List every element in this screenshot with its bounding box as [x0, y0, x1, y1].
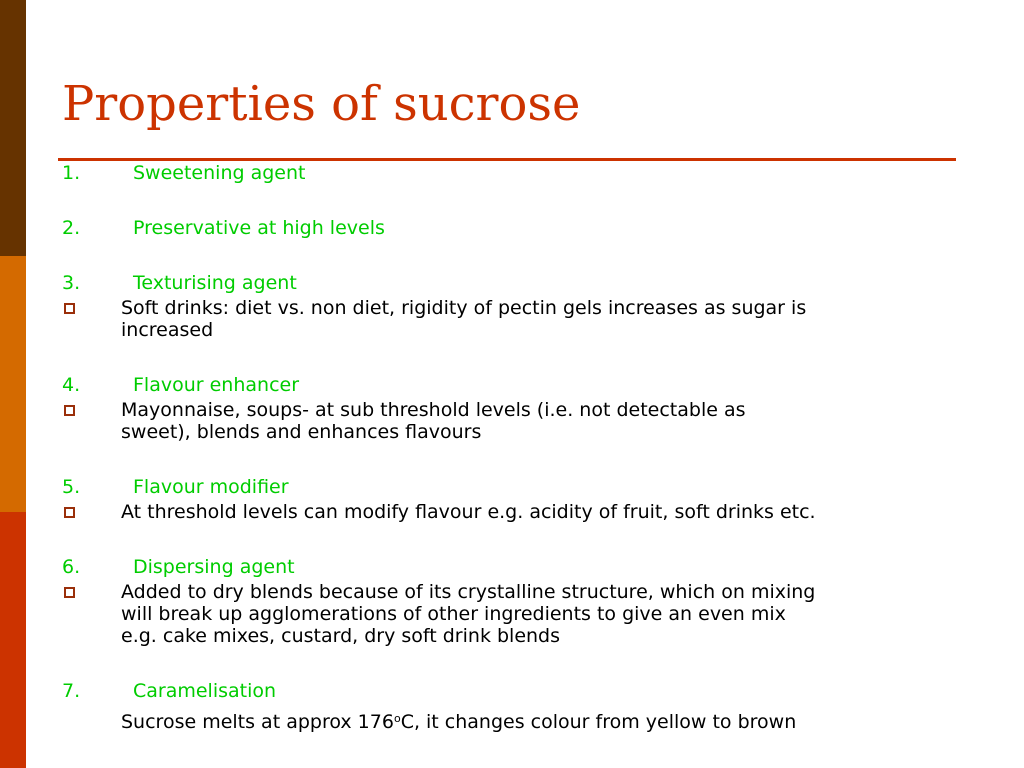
square-bullet-icon — [64, 405, 75, 416]
bullet-point — [62, 581, 972, 647]
bullet-line: Mayonnaise, soups- at sub threshold levels (i.e. not detectable as — [121, 399, 746, 421]
item-heading-dispersing-agent[interactable] — [62, 556, 972, 578]
item-heading-texturising-agent[interactable] — [62, 272, 972, 294]
bullet-line: Soft drinks: diet vs. non diet, rigidity of pectin gels increases as sugar is — [121, 297, 807, 319]
item-heading-text: Sweetening agent — [133, 162, 306, 184]
sidebar-band-middle — [0, 256, 26, 512]
sidebar-band-top — [0, 0, 26, 256]
slide-title: Properties of sucrose — [62, 76, 581, 132]
bullet-line: will break up agglomerations of other ingredients to give an even mix — [121, 603, 786, 625]
sidebar-stripe — [0, 0, 26, 768]
square-bullet-icon — [64, 303, 75, 314]
bullet-line: increased — [121, 319, 214, 341]
bullet-line: At threshold levels can modify flavour e.g. acidity of fruit, soft drinks etc. — [121, 501, 816, 523]
bullet-line: sweet), blends and enhances flavours — [121, 421, 482, 443]
caramelisation-text — [62, 708, 972, 733]
item-number: 2. — [62, 217, 81, 239]
bullet-point — [62, 501, 972, 523]
item-number: 5. — [62, 476, 81, 498]
item-heading-sweetening-agent[interactable] — [62, 162, 972, 184]
item-number: 7. — [62, 680, 81, 702]
slide-content — [62, 162, 972, 733]
item-heading-text: Dispersing agent — [133, 556, 295, 578]
sidebar-band-bottom — [0, 512, 26, 768]
item-heading-caramelisation[interactable] — [62, 680, 972, 702]
text-fragment: Sucrose melts at approx 176 — [121, 711, 394, 733]
degree-superscript: o — [393, 712, 401, 725]
bullet-point — [62, 399, 972, 443]
item-number: 4. — [62, 374, 81, 396]
item-number: 6. — [62, 556, 81, 578]
item-heading-text: Texturising agent — [133, 272, 297, 294]
item-heading-text: Preservative at high levels — [133, 217, 385, 239]
square-bullet-icon — [64, 587, 75, 598]
item-heading-flavour-modifier[interactable] — [62, 476, 972, 498]
item-heading-text: Flavour modifier — [133, 476, 289, 498]
item-heading-flavour-enhancer[interactable] — [62, 374, 972, 396]
item-number: 3. — [62, 272, 81, 294]
item-heading-text: Caramelisation — [133, 680, 277, 702]
bullet-point — [62, 297, 972, 341]
item-heading-text: Flavour enhancer — [133, 374, 300, 396]
title-underline-rule — [58, 158, 956, 161]
bullet-line: Added to dry blends because of its crystalline structure, which on mixing — [121, 581, 816, 603]
item-heading-preservative[interactable] — [62, 217, 972, 239]
item-number: 1. — [62, 162, 81, 184]
text-fragment: C, it changes colour from yellow to brown — [400, 711, 797, 733]
square-bullet-icon — [64, 507, 75, 518]
bullet-line: e.g. cake mixes, custard, dry soft drink blends — [121, 625, 561, 647]
